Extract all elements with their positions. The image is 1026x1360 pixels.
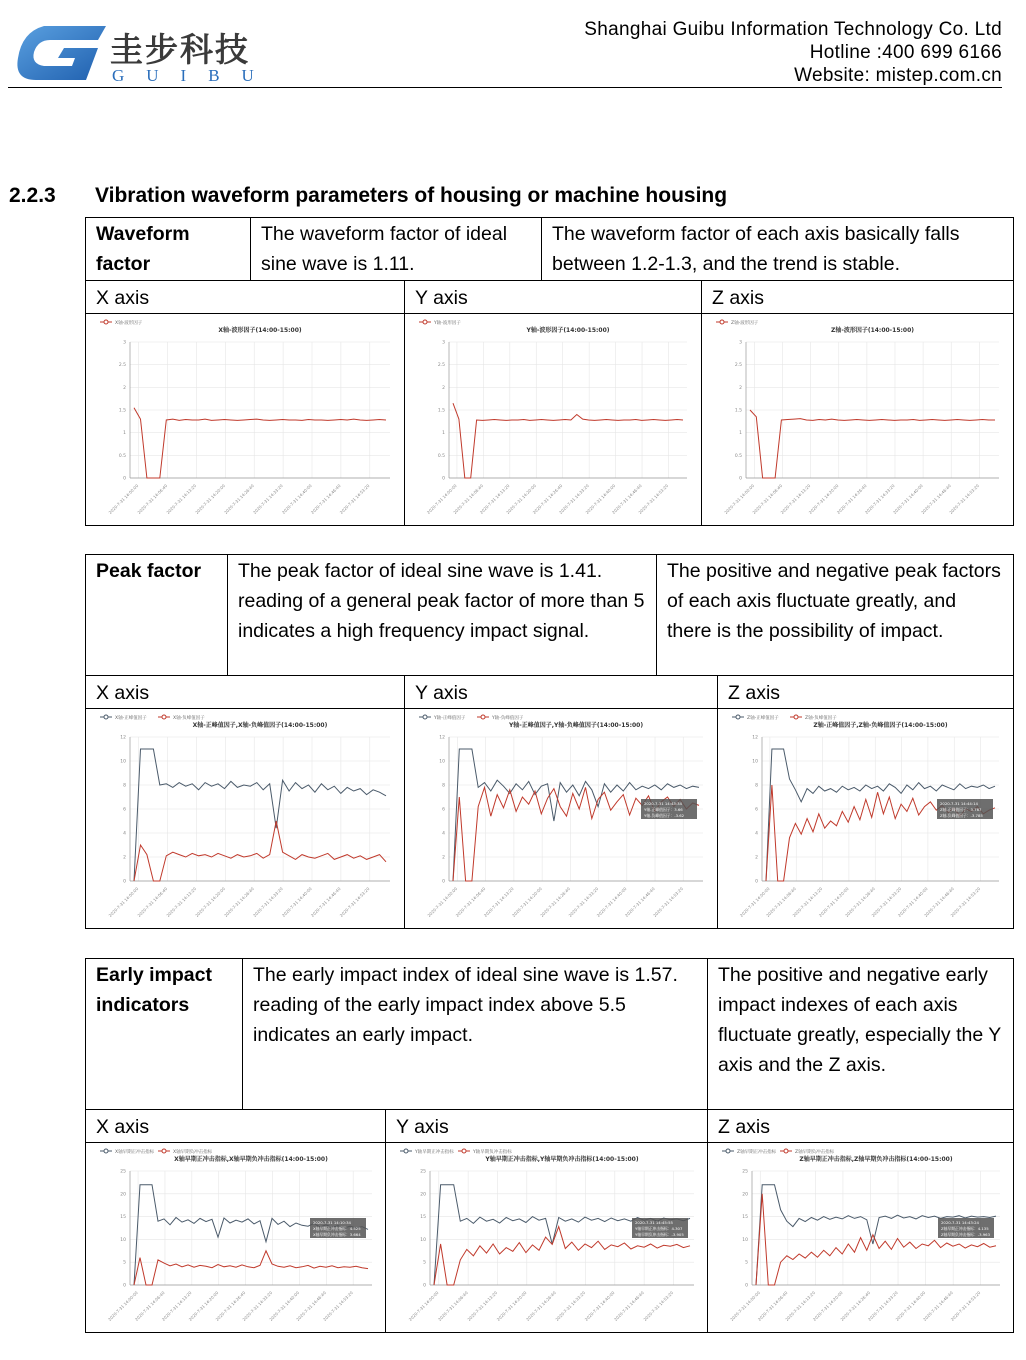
x-tick-label: 2020-7-31 14:46:40 <box>623 886 656 918</box>
x-tick-label: 2020-7-31 14:26:40 <box>844 886 876 918</box>
series-line <box>134 821 386 881</box>
legend-marker-dot <box>784 1149 788 1153</box>
y-tick-label: 0 <box>123 879 126 885</box>
y-axis-header: Y axis <box>386 1110 708 1143</box>
y-axis-header: Y axis <box>405 281 702 314</box>
tooltip-text: Z轴早期负冲击指标：-3.963 <box>941 1232 991 1237</box>
x-tick-label: 2020-7-31 14:33:20 <box>252 483 284 515</box>
x-tick-label: 2020-7-31 14:00:00 <box>723 483 756 515</box>
company-info <box>584 18 1002 87</box>
y-tick-label: 8 <box>442 783 445 789</box>
y-tick-label: 5 <box>423 1260 426 1266</box>
chart-title: Y轴早期正冲击指标,Y轴早期负冲击指标(14:00-15:00) <box>485 1156 639 1163</box>
block-ideal-text: The waveform factor of ideal sine wave is 1.11. <box>251 218 542 281</box>
y-tick-label: 2 <box>123 385 126 391</box>
x-tick-label: 2020-7-31 14:06:40 <box>765 886 797 918</box>
y-tick-label: 25 <box>742 1169 748 1175</box>
x-tick-label: 2020-7-31 14:46:40 <box>920 483 952 515</box>
x-tick-label: 2020-7-31 14:20:00 <box>811 1290 844 1322</box>
x-tick-label: 2020-7-31 14:20:00 <box>817 886 850 918</box>
y-tick-label: 10 <box>742 1237 748 1243</box>
legend-marker-dot <box>726 1149 730 1153</box>
z-axis-peak-chart <box>718 709 1013 927</box>
y-tick-label: 1 <box>739 431 742 437</box>
block-observation-text: The waveform factor of each axis basically falls between 1.2-1.3, and the trend is stable. <box>542 218 1014 281</box>
tooltip-text: 2020-7-31 14:10:34 <box>313 1220 351 1225</box>
x-tick-label: 2020-7-31 14:00:00 <box>425 483 458 515</box>
y-tick-label: 1.5 <box>437 408 445 414</box>
y-tick-label: 4 <box>123 831 126 837</box>
block-label: Peak factor <box>86 555 228 676</box>
x-tick-label: 2020-7-31 14:40:00 <box>595 886 628 918</box>
y-tick-label: 8 <box>755 783 759 789</box>
y-tick-label: 6 <box>755 807 759 813</box>
chart-title: Y轴-波形因子(14:00-15:00) <box>526 327 610 334</box>
x-tick-label: 2020-7-31 14:33:20 <box>558 483 590 515</box>
x-tick-label: 2020-7-31 14:06:40 <box>133 1290 166 1322</box>
x-tick-label: 2020-7-31 14:13:20 <box>165 483 198 515</box>
block-label: Waveform factor <box>86 218 251 281</box>
company-website: Website: mistep.com.cn <box>794 65 1002 86</box>
chart-title: Z轴早期正冲击指标,Z轴早期负冲击指标(14:00-15:00) <box>799 1156 953 1163</box>
x-tick-label: 2020-7-31 14:20:00 <box>505 483 537 515</box>
legend-marker-dot <box>104 1149 108 1153</box>
x-tick-label: 2020-7-31 14:53:20 <box>949 886 982 918</box>
x-tick-label: 2020-7-31 14:33:20 <box>863 483 896 515</box>
y-tick-label: 10 <box>439 759 445 765</box>
legend-marker-dot <box>104 715 108 719</box>
tooltip-text: Z轴-负峰值因子：-3.785 <box>940 813 983 818</box>
y-axis-header: Y axis <box>405 676 718 709</box>
x-tick-label: 2020-7-31 14:00:00 <box>107 886 140 918</box>
x-axis-peak-chart <box>86 709 404 927</box>
x-tick-label: 2020-7-31 14:13:20 <box>160 1290 193 1322</box>
x-tick-label: 2020-7-31 14:33:20 <box>554 1290 587 1322</box>
x-tick-label: 2020-7-31 14:00:00 <box>729 1290 761 1322</box>
section-number: 2.2.3 <box>9 184 56 207</box>
x-tick-label: 2020-7-31 14:20:00 <box>194 483 227 515</box>
chart-title: X轴早期正冲击指标,X轴早期负冲击指标(14:00-15:00) <box>174 1156 328 1163</box>
y-tick-label: 20 <box>742 1192 748 1198</box>
x-tick-label: 2020-7-31 14:13:20 <box>784 1290 817 1322</box>
series-line <box>134 408 386 478</box>
chart-title: Z轴-波形因子(14:00-15:00) <box>830 327 915 334</box>
x-tick-label: 2020-7-31 14:26:40 <box>839 1290 872 1322</box>
tooltip-text: 2020-7-31 14:45:55 <box>635 1220 673 1225</box>
series-line <box>453 403 683 478</box>
legend-label: X轴-波形因子 <box>115 321 143 326</box>
x-tick-label: 2020-7-31 14:40:00 <box>584 483 617 515</box>
y-tick-label: 2 <box>442 855 445 861</box>
tooltip-text: 2020-7-31 14:44:14 <box>940 801 978 806</box>
tooltip-text: 2020-7-31 14:43:34 <box>644 801 682 806</box>
x-axis-early-impact-chart <box>86 1143 385 1331</box>
x-axis-header: X axis <box>86 281 405 314</box>
x-tick-label: 2020-7-31 14:46:40 <box>923 886 955 918</box>
x-tick-label: 2020-7-31 14:20:00 <box>194 886 227 918</box>
x-tick-label: 2020-7-31 14:53:20 <box>949 1290 982 1322</box>
z-axis-header: Z axis <box>718 676 1014 709</box>
legend-marker-dot <box>736 715 740 719</box>
legend-label: Y轴早期负冲击指标 <box>473 1150 512 1155</box>
y-tick-label: 0.5 <box>734 453 742 459</box>
x-tick-label: 2020-7-31 14:00:00 <box>738 886 771 918</box>
x-tick-label: 2020-7-31 14:06:40 <box>751 483 784 515</box>
x-tick-label: 2020-7-31 14:46:40 <box>309 886 342 918</box>
legend-label: Z轴早期负冲击指标 <box>795 1150 835 1155</box>
legend-label: X轴-负峰值因子 <box>173 716 205 721</box>
x-tick-label: 2020-7-31 14:13:20 <box>779 483 812 515</box>
block-observation-text: The positive and negative peak factors of each axis fluctuate greatly, and there is the possibility of impact. <box>657 555 1014 676</box>
block-ideal-text: The peak factor of ideal sine wave is 1.41. reading of a general peak factor of more than 5 indicates a high frequency impact signal. <box>228 555 657 676</box>
y-tick-label: 0 <box>755 879 759 885</box>
z-axis-waveform-chart <box>702 314 1013 524</box>
y-tick-label: 0 <box>123 476 126 482</box>
legend-marker-dot <box>794 715 798 719</box>
x-tick-label: 2020-7-31 14:40:00 <box>894 1290 927 1322</box>
y-tick-label: 2.5 <box>734 363 742 369</box>
y-tick-label: 2.5 <box>118 363 126 369</box>
legend-label: X轴-正峰值因子 <box>115 716 147 721</box>
block-label: Early impact indicators <box>86 959 243 1110</box>
x-tick-label: 2020-7-31 14:26:40 <box>214 1290 247 1322</box>
legend-label: Y轴-正峰值因子 <box>434 716 466 721</box>
x-tick-label: 2020-7-31 14:53:20 <box>642 1290 675 1322</box>
y-tick-label: 0.5 <box>437 453 445 459</box>
x-tick-label: 2020-7-31 14:33:20 <box>252 886 284 918</box>
x-tick-label: 2020-7-31 14:53:20 <box>948 483 981 515</box>
tooltip-text: Y轴-负峰值因子：-3.62 <box>644 813 685 818</box>
x-tick-label: 2020-7-31 14:33:20 <box>241 1290 274 1322</box>
y-tick-label: 20 <box>120 1192 126 1198</box>
y-tick-label: 3 <box>442 340 445 346</box>
chart-title: X轴-正峰值因子,X轴-负峰值因子(14:00-15:00) <box>192 722 328 729</box>
legend-label: Z轴-正峰值因子 <box>747 716 779 721</box>
x-tick-label: 2020-7-31 14:46:40 <box>295 1290 327 1322</box>
x-axis-waveform-chart <box>86 314 404 524</box>
y-tick-label: 5 <box>745 1260 748 1266</box>
x-tick-label: 2020-7-31 14:26:40 <box>223 483 255 515</box>
tooltip-text: Z轴早期正冲击指标：4.135 <box>941 1226 989 1231</box>
y-tick-label: 12 <box>120 735 126 741</box>
y-tick-label: 5 <box>123 1260 126 1266</box>
x-tick-label: 2020-7-31 14:53:20 <box>322 1290 354 1322</box>
legend-marker-dot <box>423 320 427 324</box>
x-axis-header: X axis <box>86 676 405 709</box>
x-tick-label: 2020-7-31 14:00:00 <box>107 483 140 515</box>
y-tick-label: 2.5 <box>437 363 445 369</box>
x-tick-label: 2020-7-31 14:40:00 <box>268 1290 301 1322</box>
y-tick-label: 1 <box>442 431 445 437</box>
x-tick-label: 2020-7-31 14:20:00 <box>187 1290 220 1322</box>
x-tick-label: 2020-7-31 14:13:20 <box>791 886 824 918</box>
legend-label: X轴早期正冲击指标 <box>115 1150 155 1155</box>
y-tick-label: 2 <box>755 855 759 861</box>
y-tick-label: 12 <box>439 735 445 741</box>
y-tick-label: 0.5 <box>118 453 126 459</box>
y-tick-label: 1.5 <box>118 408 126 414</box>
legend-marker-dot <box>162 715 166 719</box>
legend-marker-dot <box>462 1149 466 1153</box>
x-tick-label: 2020-7-31 14:13:20 <box>482 886 515 918</box>
tooltip-text: Z轴-正峰值因子：3.767 <box>940 807 982 812</box>
legend-label: Z轴-负峰值因子 <box>805 716 837 721</box>
y-tick-label: 4 <box>442 831 445 837</box>
company-hotline: Hotline :400 699 6166 <box>809 42 1002 63</box>
y-tick-label: 20 <box>420 1192 426 1198</box>
x-tick-label: 2020-7-31 14:06:40 <box>454 886 487 918</box>
chart-title: Y轴-正峰值因子,Y轴-负峰值因子(14:00-15:00) <box>508 722 644 729</box>
y-tick-label: 6 <box>442 807 445 813</box>
legend-marker-dot <box>104 320 108 324</box>
x-tick-label: 2020-7-31 14:53:20 <box>637 483 670 515</box>
x-tick-label: 2020-7-31 14:00:00 <box>426 886 459 918</box>
x-tick-label: 2020-7-31 14:53:20 <box>338 483 371 515</box>
y-tick-label: 0 <box>739 476 742 482</box>
x-tick-label: 2020-7-31 14:26:40 <box>835 483 868 515</box>
z-axis-header: Z axis <box>708 1110 1014 1143</box>
y-tick-label: 15 <box>742 1215 748 1221</box>
x-tick-label: 2020-7-31 14:13:20 <box>165 886 198 918</box>
y-tick-label: 3 <box>123 340 126 346</box>
legend-label: X轴早期负冲击指标 <box>173 1150 213 1155</box>
y-tick-label: 1.5 <box>734 408 742 414</box>
x-tick-label: 2020-7-31 14:26:40 <box>223 886 255 918</box>
x-tick-label: 2020-7-31 14:40:00 <box>892 483 924 515</box>
x-tick-label: 2020-7-31 14:06:40 <box>136 886 169 918</box>
y-tick-label: 15 <box>420 1215 426 1221</box>
y-tick-label: 1 <box>123 431 126 437</box>
tooltip-text: Y轴早期正冲击指标：4.307 <box>635 1226 683 1231</box>
x-tick-label: 2020-7-31 14:46:40 <box>610 483 643 515</box>
legend-label: Z轴早期正冲击指标 <box>737 1150 777 1155</box>
x-tick-label: 2020-7-31 14:26:40 <box>539 886 572 918</box>
x-tick-label: 2020-7-31 14:26:40 <box>525 1290 557 1322</box>
company-name: Shanghai Guibu Information Technology Co. Ltd <box>584 19 1002 40</box>
y-tick-label: 0 <box>123 1283 126 1289</box>
y-axis-waveform-chart <box>405 314 701 524</box>
y-tick-label: 0 <box>442 879 445 885</box>
x-tick-label: 2020-7-31 14:00:00 <box>407 1290 440 1322</box>
y-tick-label: 2 <box>123 855 126 861</box>
y-tick-label: 0 <box>745 1283 748 1289</box>
y-tick-label: 10 <box>120 759 126 765</box>
logo-english-text: GUIBU <box>112 66 276 85</box>
company-logo <box>14 20 274 90</box>
x-tick-label: 2020-7-31 14:06:40 <box>452 483 485 515</box>
block-ideal-text: The early impact index of ideal sine wave is 1.57. reading of the early impact index above 5.5 indicates an early impact. <box>243 959 708 1110</box>
legend-label: Y轴-负峰值因子 <box>492 716 524 721</box>
x-tick-label: 2020-7-31 14:33:20 <box>567 886 600 918</box>
x-tick-label: 2020-7-31 14:46:40 <box>613 1290 645 1322</box>
legend-label: Y轴-波形因子 <box>434 321 461 326</box>
z-axis-header: Z axis <box>702 281 1014 314</box>
header-divider <box>8 87 1002 88</box>
x-tick-label: 2020-7-31 14:06:40 <box>756 1290 789 1322</box>
legend-marker-dot <box>481 715 485 719</box>
x-tick-label: 2020-7-31 14:20:00 <box>511 886 543 918</box>
series-line <box>750 410 995 478</box>
x-tick-label: 2020-7-31 14:06:40 <box>437 1290 469 1322</box>
waveform-factor-table <box>85 217 1014 526</box>
x-tick-label: 2020-7-31 14:06:40 <box>136 483 169 515</box>
section-title: Vibration waveform parameters of housing or machine housing <box>95 184 728 207</box>
x-tick-label: 2020-7-31 14:13:20 <box>478 483 511 515</box>
legend-marker-dot <box>162 1149 166 1153</box>
y-tick-label: 4 <box>755 831 759 837</box>
x-tick-label: 2020-7-31 14:40:00 <box>896 886 929 918</box>
chart-title: X轴-波形因子(14:00-15:00) <box>218 327 302 334</box>
x-tick-label: 2020-7-31 14:40:00 <box>583 1290 616 1322</box>
tooltip-text: Y轴早期负冲击指标：-3.905 <box>635 1232 684 1237</box>
y-tick-label: 10 <box>120 1237 126 1243</box>
legend-marker-dot <box>404 1149 408 1153</box>
y-tick-label: 10 <box>752 759 759 765</box>
x-tick-label: 2020-7-31 14:26:40 <box>531 483 564 515</box>
x-tick-label: 2020-7-31 14:33:20 <box>866 1290 899 1322</box>
x-axis-header: X axis <box>86 1110 386 1143</box>
y-tick-label: 2 <box>739 385 742 391</box>
x-tick-label: 2020-7-31 14:53:20 <box>338 886 371 918</box>
y-tick-label: 25 <box>420 1169 426 1175</box>
guibu-g-logo-icon <box>14 20 110 88</box>
tooltip-text: X轴早期负冲击指标：3.664 <box>313 1232 361 1237</box>
x-tick-label: 2020-7-31 14:40:00 <box>280 886 313 918</box>
y-tick-label: 0 <box>423 1283 426 1289</box>
series-line <box>134 749 386 881</box>
y-tick-label: 15 <box>120 1215 126 1221</box>
y-tick-label: 3 <box>739 340 742 346</box>
x-tick-label: 2020-7-31 14:40:00 <box>280 483 313 515</box>
tooltip-text: Y轴-正峰值因子：3.66 <box>644 807 683 812</box>
x-tick-label: 2020-7-31 14:33:20 <box>870 886 903 918</box>
peak-factor-table <box>85 554 1014 929</box>
y-tick-label: 8 <box>123 783 126 789</box>
z-axis-early-impact-chart <box>708 1143 1013 1331</box>
series-line <box>134 1251 368 1285</box>
y-tick-label: 6 <box>123 807 126 813</box>
legend-marker-dot <box>720 320 724 324</box>
y-tick-label: 25 <box>120 1169 126 1175</box>
y-tick-label: 0 <box>442 476 445 482</box>
x-tick-label: 2020-7-31 14:20:00 <box>495 1290 528 1322</box>
x-tick-label: 2020-7-31 14:46:40 <box>922 1290 954 1322</box>
x-tick-label: 2020-7-31 14:53:20 <box>652 886 684 918</box>
legend-label: Z轴-波形因子 <box>731 321 759 326</box>
tooltip-text: 2020-7-31 14:43:24 <box>941 1220 979 1225</box>
x-tick-label: 2020-7-31 14:20:00 <box>807 483 840 515</box>
x-tick-label: 2020-7-31 14:46:40 <box>309 483 342 515</box>
legend-label: Y轴早期正冲击指标 <box>415 1150 454 1155</box>
legend-marker-dot <box>423 715 427 719</box>
y-tick-label: 12 <box>752 735 759 741</box>
y-tick-label: 10 <box>420 1237 426 1243</box>
logo-chinese-text: 圭步科技 <box>110 30 250 69</box>
x-tick-label: 2020-7-31 14:13:20 <box>466 1290 499 1322</box>
block-observation-text: The positive and negative early impact indexes of each axis fluctuate greatly, especially the Y axis and the Z axis. <box>708 959 1014 1110</box>
tooltip-text: X轴早期正冲击指标：4.525 <box>313 1226 361 1231</box>
chart-title: Z轴-正峰值因子,Z轴-负峰值因子(14:00-15:00) <box>813 722 948 729</box>
y-axis-early-impact-chart <box>386 1143 707 1331</box>
early-impact-table <box>85 958 1014 1333</box>
y-axis-peak-chart <box>405 709 717 927</box>
x-tick-label: 2020-7-31 14:00:00 <box>106 1290 139 1322</box>
y-tick-label: 2 <box>442 385 445 391</box>
